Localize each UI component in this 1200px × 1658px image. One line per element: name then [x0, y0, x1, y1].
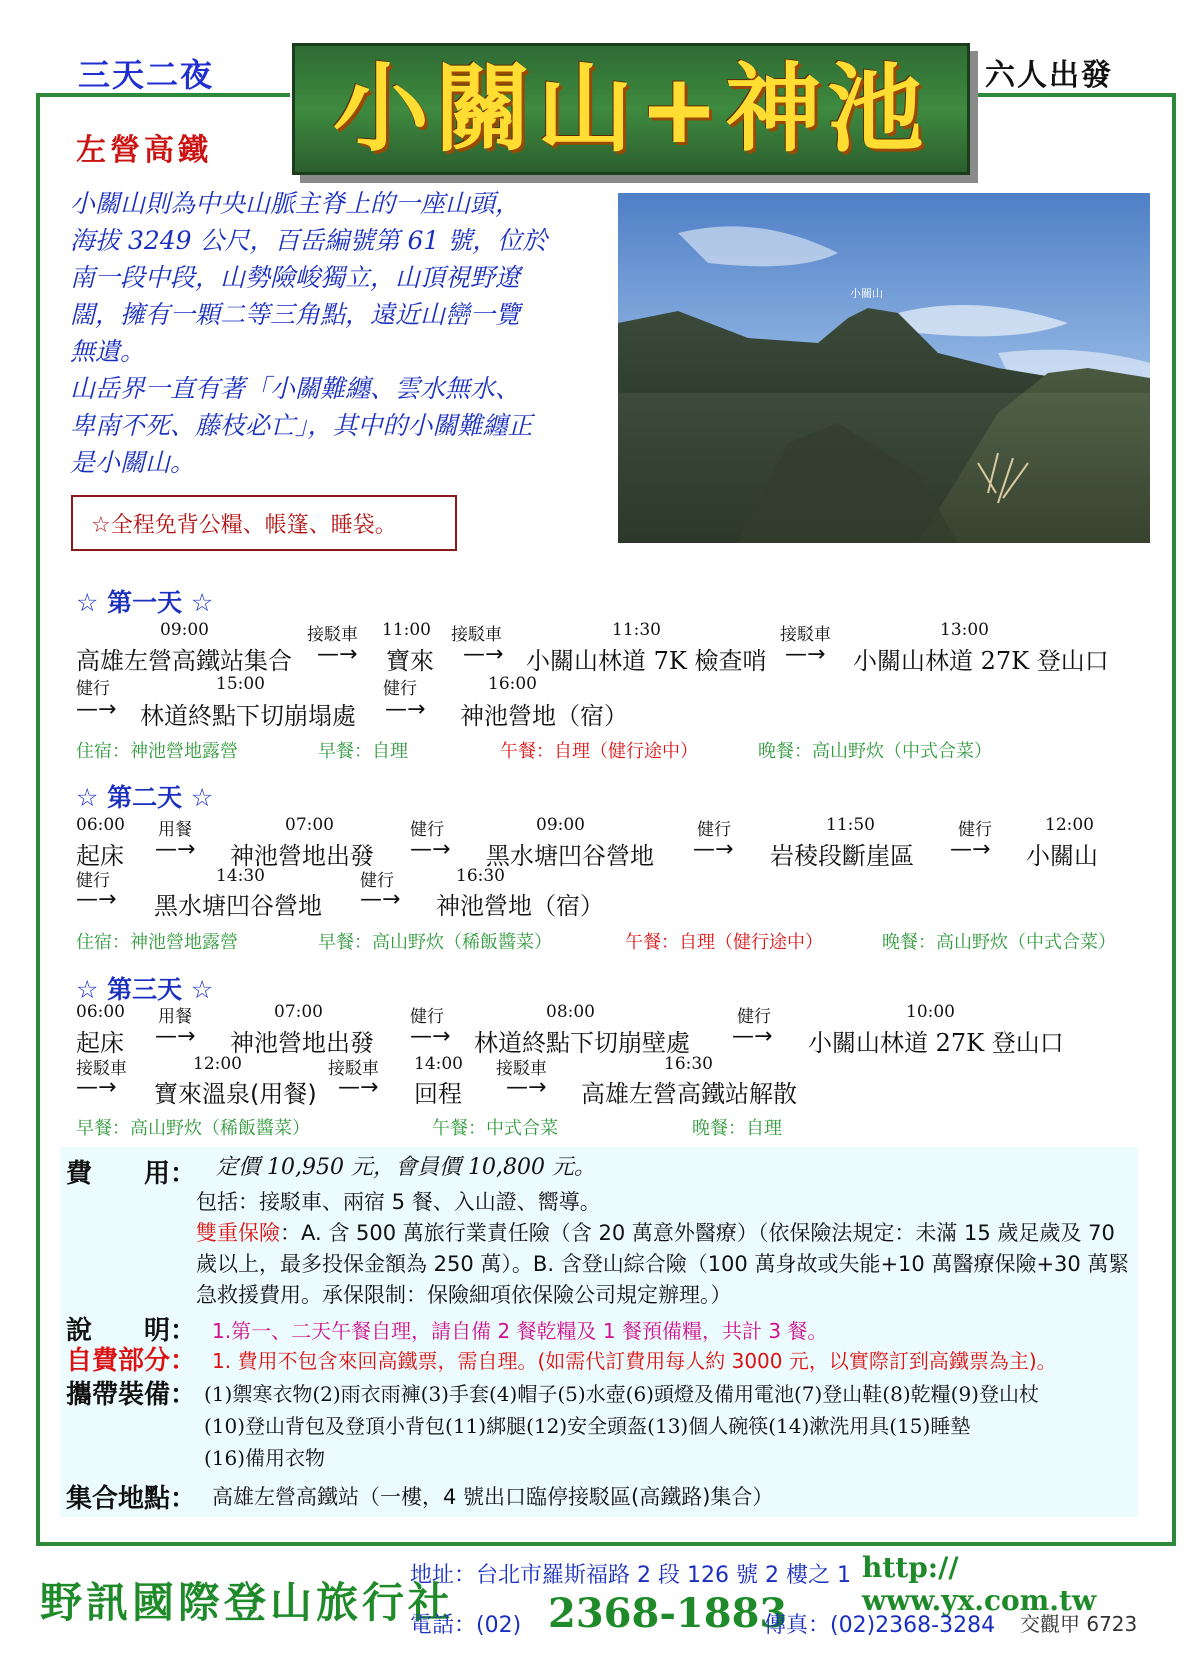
arrow: —→ — [410, 837, 451, 862]
company-address: 地址：台北市羅斯福路 2 段 126 號 2 樓之 1 — [410, 1563, 851, 1588]
stop: 黑水塘凹谷營地 — [154, 892, 322, 920]
stop: 神池營地（宿） — [460, 702, 628, 730]
intro-line: 是小關山。 — [70, 448, 196, 477]
notice-box: ☆全程免背公糧、帳篷、睡袋。 — [71, 495, 457, 551]
intro-line: 南一段中段，山勢險峻獨立，山頂視野遼 — [70, 263, 521, 292]
time: 10:00 — [906, 1002, 955, 1022]
stop: 神池營地出發 — [230, 1029, 374, 1057]
breakfast-info: 早餐：高山野炊（稀飯醬菜） — [76, 1118, 310, 1139]
lunch-info: 午餐：自理（健行途中） — [500, 741, 698, 762]
time: 16:30 — [456, 866, 505, 886]
dinner-info: 晚餐：高山野炊（中式合菜） — [882, 932, 1116, 953]
vehicle: 健行 — [76, 679, 110, 699]
departure-subtitle: 左營高鐵 — [76, 133, 212, 168]
stop: 回程 — [414, 1080, 462, 1108]
fee-include: 包括：接駁車、兩宿 5 餐、入山證、嚮導。 — [196, 1190, 601, 1214]
vehicle: 健行 — [697, 820, 731, 840]
arrow: —→ — [732, 1024, 773, 1049]
stop: 神池營地出發 — [230, 842, 374, 870]
intro-line: 無遺。 — [70, 337, 146, 366]
arrow: —→ — [76, 887, 117, 912]
phone-number: 2368-1883 — [548, 1590, 788, 1637]
stop: 林道終點下切崩壁處 — [474, 1029, 690, 1057]
vehicle: 接駁車 — [307, 625, 358, 645]
stop: 黑水塘凹谷營地 — [486, 842, 654, 870]
insurance-label: 雙重保險 — [196, 1221, 280, 1245]
vehicle: 接駁車 — [328, 1059, 379, 1079]
intro-line: 闊，擁有一顆二等三角點，遠近山巒一覽 — [70, 300, 521, 329]
insurance-line-3: 急救援費用。承保限制：保險細項依保險公司規定辦理。） — [196, 1283, 732, 1307]
gear-label: 攜帶裝備： — [66, 1380, 197, 1410]
fax-number: 傳真：(02)2368-3284 — [764, 1613, 996, 1638]
title-banner — [292, 43, 970, 175]
arrow: —→ — [360, 887, 401, 912]
vehicle: 健行 — [383, 679, 417, 699]
dinner-info: 晚餐：高山野炊（中式合菜） — [758, 741, 992, 762]
page-title: 小關山+神池 — [332, 53, 930, 165]
intro-line: 山岳界一直有著「小關難纏、雲水無水、 — [70, 374, 521, 403]
arrow: —→ — [693, 837, 734, 862]
vehicle: 健行 — [76, 871, 110, 891]
arrow: —→ — [155, 837, 196, 862]
note-text: 1.第一、二天午餐自理，請自備 2 餐乾糧及 1 餐預備糧，共計 3 餐。 — [212, 1319, 828, 1343]
lunch-info: 午餐：中式合菜 — [432, 1118, 558, 1139]
vehicle: 健行 — [360, 871, 394, 891]
insurance-line-2: 歲以上，最多投保金額為 250 萬）。B. 含登山綜合險（100 萬身故或失能+10 萬醫療保險+30 萬緊 — [196, 1252, 1130, 1276]
fee-price: 定價 10,950 元，會員價 10,800 元。 — [216, 1155, 596, 1180]
time: 15:00 — [216, 674, 265, 694]
stop: 岩稜段斷崖區 — [770, 842, 914, 870]
mountain-illustration — [618, 193, 1150, 543]
stop: 林道終點下切崩塌處 — [140, 702, 356, 730]
day1-title: ☆ 第一天 ☆ — [76, 588, 214, 617]
time: 08:00 — [546, 1002, 595, 1022]
stop: 起床 — [76, 842, 124, 870]
time: 11:30 — [612, 620, 661, 640]
time: 11:00 — [382, 620, 431, 640]
fee-label: 費 用： — [66, 1159, 197, 1189]
time: 16:00 — [488, 674, 537, 694]
time: 16:30 — [664, 1054, 713, 1074]
arrow: —→ — [950, 837, 991, 862]
self-pay-text: 1. 費用不包含來回高鐵票，需自理。(如需代訂費用每人約 3000 元，以實際訂到高鐵票為主)。 — [212, 1349, 1057, 1373]
arrow: —→ — [317, 642, 358, 667]
duration-tag: 三天二夜 — [78, 56, 215, 94]
gear-line-1: (1)禦寒衣物(2)雨衣雨褲(3)手套(4)帽子(5)水壺(6)頭燈及備用電池(7)登山鞋(8)乾糧(9)登山杖 — [204, 1382, 1039, 1406]
time: 11:50 — [826, 815, 875, 835]
arrow: —→ — [506, 1075, 547, 1100]
stop: 高雄左營高鐵站解散 — [581, 1080, 797, 1108]
dinner-info: 晚餐：自理 — [692, 1118, 782, 1139]
meet-text: 高雄左營高鐵站（一樓，4 號出口臨停接駁區(高鐵路)集合） — [212, 1485, 774, 1509]
license-number: 交觀甲 6723 — [1020, 1612, 1138, 1636]
vehicle: 接駁車 — [451, 625, 502, 645]
company-url[interactable]: http:// www.yx.com.tw — [862, 1551, 1097, 1617]
self-pay-label: 自費部分： — [66, 1346, 197, 1376]
phone-label: 電話：(02) — [410, 1613, 522, 1638]
stop: 神池營地（宿） — [436, 892, 604, 920]
arrow: —→ — [76, 697, 117, 722]
time: 13:00 — [940, 620, 989, 640]
group-size-tag: 六人出發 — [985, 58, 1113, 93]
time: 06:00 — [76, 815, 125, 835]
insurance-line-1 — [196, 1218, 1115, 1248]
arrow: —→ — [385, 697, 426, 722]
time: 12:00 — [193, 1054, 242, 1074]
note-label: 說 明： — [66, 1316, 197, 1346]
time: 09:00 — [160, 620, 209, 640]
stop: 小關山林道 7K 檢查哨 — [526, 647, 767, 675]
gear-line-2: (10)登山背包及登頂小背包(11)綁腿(12)安全頭盔(13)個人碗筷(14)漱洗用具(15)睡墊 — [204, 1414, 971, 1438]
insurance-text: ：A. 含 500 萬旅行業責任險（含 20 萬意外醫療）（依保險法規定：未滿 15 歲足歲及 70 — [280, 1221, 1115, 1245]
stop: 小關山 — [1026, 842, 1098, 870]
arrow: —→ — [463, 642, 504, 667]
vehicle: 用餐 — [158, 820, 192, 840]
vehicle: 接駁車 — [76, 1059, 127, 1079]
stop: 寶來 — [386, 647, 434, 675]
day3-title: ☆ 第三天 ☆ — [76, 975, 214, 1004]
lunch-info: 午餐：自理（健行途中） — [625, 932, 823, 953]
stop: 起床 — [76, 1029, 124, 1057]
arrow: —→ — [155, 1024, 196, 1049]
vehicle: 健行 — [737, 1007, 771, 1027]
intro-line: 小關山則為中央山脈主脊上的一座山頭， — [70, 189, 521, 218]
meet-label: 集合地點： — [66, 1484, 197, 1514]
time: 14:00 — [414, 1054, 463, 1074]
time: 14:30 — [216, 866, 265, 886]
peak-label: 小關山 — [850, 287, 883, 300]
time: 09:00 — [536, 815, 585, 835]
arrow: —→ — [338, 1075, 379, 1100]
intro-text — [70, 185, 590, 481]
stay-info: 住宿：神池營地露營 — [76, 932, 238, 953]
arrow: —→ — [410, 1024, 451, 1049]
vehicle: 健行 — [410, 820, 444, 840]
mountain-photo — [618, 193, 1150, 543]
time: 07:00 — [274, 1002, 323, 1022]
stop: 小關山林道 27K 登山口 — [808, 1029, 1064, 1057]
time: 07:00 — [285, 815, 334, 835]
vehicle: 健行 — [958, 820, 992, 840]
day2-title: ☆ 第二天 ☆ — [76, 783, 214, 812]
stay-info: 住宿：神池營地露營 — [76, 741, 238, 762]
time: 06:00 — [76, 1002, 125, 1022]
stop: 寶來溫泉(用餐) — [154, 1080, 317, 1108]
gear-line-3: (16)備用衣物 — [204, 1446, 326, 1470]
breakfast-info: 早餐：高山野炊（稀飯醬菜） — [318, 932, 552, 953]
arrow: —→ — [76, 1075, 117, 1100]
time: 12:00 — [1045, 815, 1094, 835]
vehicle: 用餐 — [158, 1007, 192, 1027]
vehicle: 健行 — [410, 1007, 444, 1027]
arrow: —→ — [785, 642, 826, 667]
vehicle: 接駁車 — [780, 625, 831, 645]
intro-line: 卑南不死、藤枝必亡」，其中的小關難纏正 — [70, 411, 533, 440]
stop: 小關山林道 27K 登山口 — [853, 647, 1109, 675]
company-name: 野訊國際登山旅行社 — [40, 1578, 455, 1627]
intro-line: 海拔 3249 公尺，百岳編號第 61 號，位於 — [70, 226, 548, 255]
vehicle: 接駁車 — [496, 1059, 547, 1079]
stop: 高雄左營高鐵站集合 — [76, 647, 292, 675]
breakfast-info: 早餐：自理 — [318, 741, 408, 762]
